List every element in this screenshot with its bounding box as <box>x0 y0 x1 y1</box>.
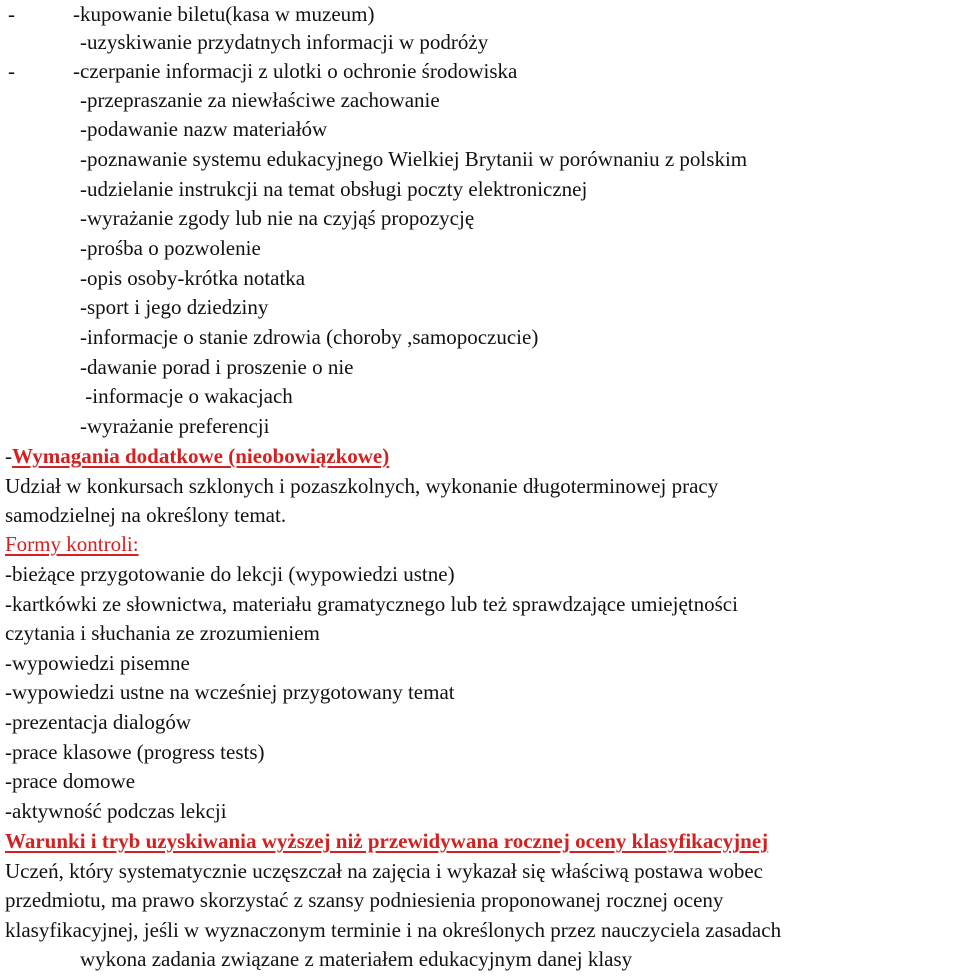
list-item-text: -opis osoby-krótka notatka <box>80 266 306 290</box>
list-item-text: -dawanie porad i proszenie o nie <box>80 355 354 379</box>
list-item-text: -czerpanie informacji z ulotki o ochronie środowiska <box>73 59 518 83</box>
list-item-text: -informacje o wakacjach <box>80 384 293 408</box>
list-item <box>80 115 327 144</box>
list-item: -prace domowe <box>5 769 136 793</box>
list-item <box>8 57 517 86</box>
list-item: -prace klasowe (progress tests) <box>5 740 265 764</box>
section-heading-extra <box>5 442 389 471</box>
list-item-text: -przepraszanie za niewłaściwe zachowanie <box>80 88 440 112</box>
list-marker: - <box>8 2 15 26</box>
heading-text: Warunki i tryb uzyskiwania wyższej niż przewidywana rocznej oceny klasyfikacyjnej <box>5 829 769 853</box>
paragraph-line: Udział w konkursach szklonych i pozaszkolnych, wykonanie długoterminowej pracy <box>5 474 719 498</box>
list-item-text: -podawanie nazw materiałów <box>80 117 328 141</box>
heading-prefix: - <box>5 444 12 468</box>
list-item: -bieżące przygotowanie do lekcji (wypowiedzi ustne) <box>5 562 455 586</box>
list-item <box>8 0 375 29</box>
list-item: -wypowiedzi pisemne <box>5 651 190 675</box>
list-item <box>80 145 747 174</box>
list-item <box>80 353 353 382</box>
list-item: -wypowiedzi ustne na wcześniej przygotowany temat <box>5 680 455 704</box>
list-item <box>80 382 293 411</box>
list-item <box>80 323 538 352</box>
list-item: -kartkówki ze słownictwa, materiału gramatycznego lub też sprawdzające umiejętności <box>5 592 738 616</box>
list-item-text: -prośba o pozwolenie <box>80 236 261 260</box>
list-item-text: -kupowanie biletu(kasa w muzeum) <box>73 2 375 26</box>
paragraph-line: Uczeń, który systematycznie uczęszczał na zajęcia i wykazał się właściwą postawa wobec <box>5 859 763 883</box>
list-item-text: -uzyskiwanie przydatnych informacji w podróży <box>80 30 489 54</box>
section-heading-control <box>5 530 139 559</box>
list-item <box>80 264 305 293</box>
list-item <box>80 175 587 204</box>
list-item <box>80 204 474 233</box>
list-item-text: -poznawanie systemu edukacyjnego Wielkiej Brytanii w porównaniu z polskim <box>80 147 748 171</box>
list-item <box>80 293 268 322</box>
paragraph-line: wykona zadania związane z materiałem edukacyjnym danej klasy <box>80 947 633 971</box>
heading-text: Wymagania dodatkowe (nieobowiązkowe) <box>12 444 390 468</box>
paragraph-line: samodzielnej na określony temat. <box>5 503 287 527</box>
list-item <box>80 234 261 263</box>
list-item-text: -sport i jego dziedziny <box>80 295 269 319</box>
list-item-text: -udzielanie instrukcji na temat obsługi poczty elektronicznej <box>80 177 588 201</box>
list-item: -prezentacja dialogów <box>5 710 191 734</box>
list-item: czytania i słuchania ze zrozumieniem <box>5 621 320 645</box>
paragraph-line: klasyfikacyjnej, jeśli w wyznaczonym terminie i na określonych przez nauczyciela zasadach <box>5 918 782 942</box>
paragraph-line: przedmiotu, ma prawo skorzystać z szansy podniesienia proponowanej rocznej oceny <box>5 888 724 912</box>
list-marker: - <box>8 59 15 83</box>
section-heading-conditions <box>5 827 768 856</box>
list-item-text: -wyrażanie preferencji <box>80 414 270 438</box>
list-item <box>80 28 488 57</box>
list-item-text: -wyrażanie zgody lub nie na czyjąś propozycję <box>80 206 475 230</box>
heading-text: Formy kontroli: <box>5 532 139 556</box>
list-item: -aktywność podczas lekcji <box>5 799 227 823</box>
list-item-text: -informacje o stanie zdrowia (choroby ,samopoczucie) <box>80 325 539 349</box>
list-item <box>80 86 440 115</box>
list-item <box>80 412 269 441</box>
